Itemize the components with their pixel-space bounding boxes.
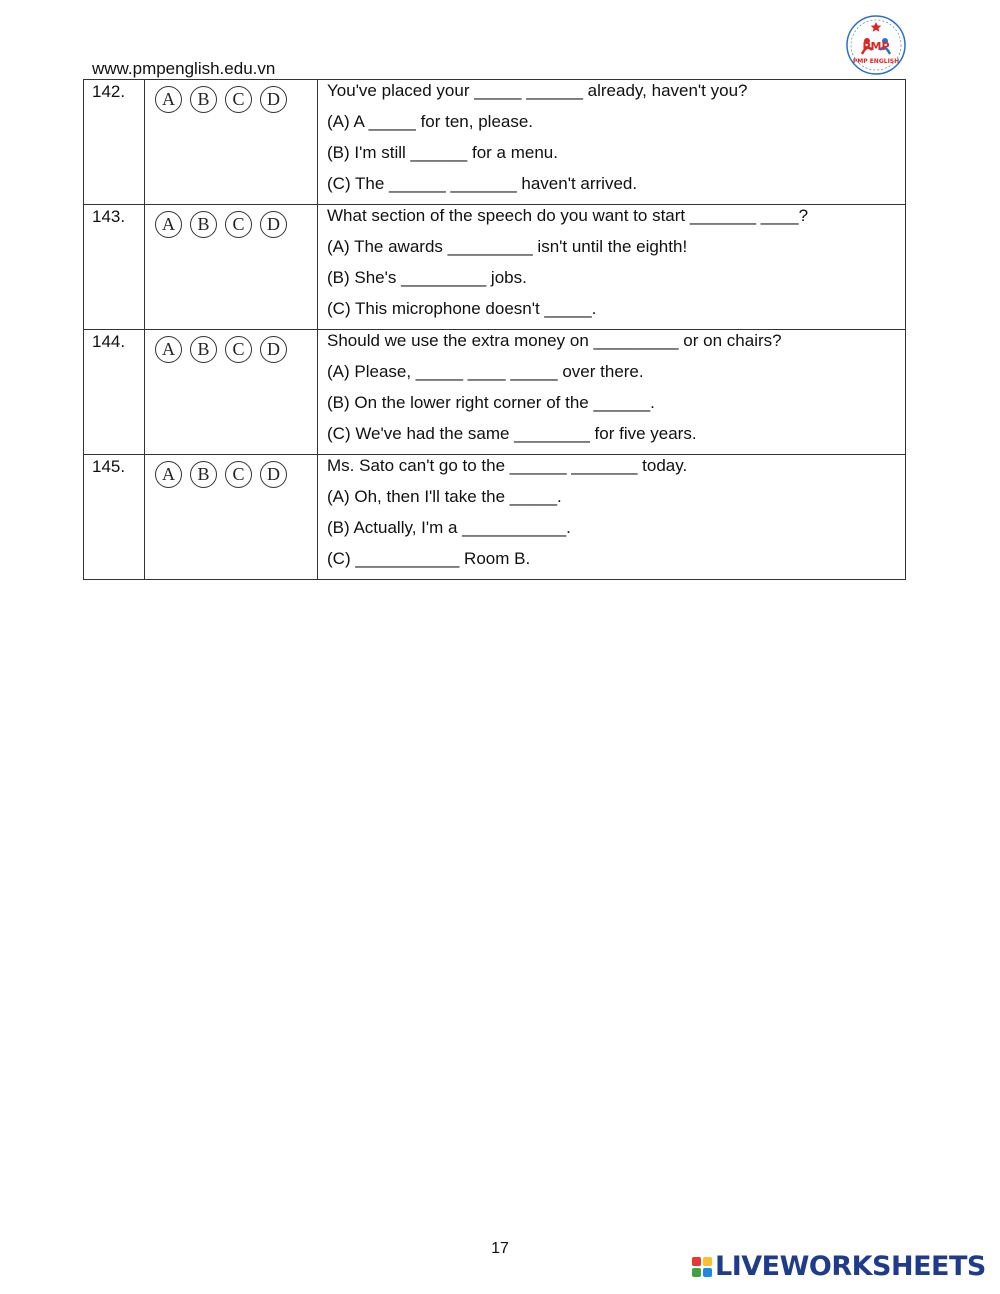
answer-bubble-b[interactable]: B [190,336,217,363]
answer-bubble-d[interactable]: D [260,336,287,363]
answer-bubble-c[interactable]: C [225,211,252,238]
answer-bubbles [145,455,318,580]
logo-square [692,1257,701,1266]
answer-option: (A) A _____ for ten, please. [327,112,534,131]
question-prompt: Ms. Sato can't go to the ______ _______ today. [327,456,688,475]
answer-bubble-a[interactable]: A [155,86,182,113]
answer-option: (B) On the lower right corner of the ______. [327,393,655,412]
question-text-cell [318,455,906,580]
answer-bubble-c[interactable]: C [225,336,252,363]
answer-option: (C) We've had the same ________ for five years. [327,424,697,443]
liveworksheets-wordmark: LIVEWORKSHEETS [715,1251,986,1282]
answer-bubble-b[interactable]: B [190,86,217,113]
answer-option: (C) The ______ _______ haven't arrived. [327,174,638,193]
answer-option: (A) Oh, then I'll take the _____. [327,487,562,506]
question-row [84,455,906,580]
question-text-cell [318,80,906,205]
question-prompt: You've placed your _____ ______ already, haven't you? [327,81,748,100]
answer-bubbles [145,330,318,455]
answer-bubbles [145,205,318,330]
question-number: 144. [84,330,145,455]
question-text-cell [318,330,906,455]
question-prompt: Should we use the extra money on _________ or on chairs? [327,331,782,350]
question-text-cell [318,205,906,330]
logo-text: PMP [862,40,890,53]
answer-option: (B) Actually, I'm a ___________. [327,518,571,537]
answer-bubble-d[interactable]: D [260,461,287,488]
answer-bubble-c[interactable]: C [225,86,252,113]
answer-bubble-b[interactable]: B [190,211,217,238]
answer-bubble-d[interactable]: D [260,86,287,113]
question-row [84,80,906,205]
logo-square [692,1268,701,1277]
answer-bubble-b[interactable]: B [190,461,217,488]
answer-option: (C) ___________ Room B. [327,549,531,568]
pmp-logo [845,14,907,76]
question-prompt: What section of the speech do you want to start _______ ____? [327,206,809,225]
page-number: 17 [491,1240,509,1257]
question-row [84,205,906,330]
question-number: 143. [84,205,145,330]
answer-bubble-d[interactable]: D [260,211,287,238]
question-row [84,330,906,455]
answer-option: (B) She's _________ jobs. [327,268,527,287]
logo-caption: PMP ENGLISH [852,58,900,65]
question-table [83,79,906,580]
answer-bubble-c[interactable]: C [225,461,252,488]
logo-square [703,1257,712,1266]
liveworksheets-logo-icon [692,1257,712,1277]
answer-bubbles [145,80,318,205]
answer-bubble-a[interactable]: A [155,461,182,488]
answer-option: (B) I'm still ______ for a menu. [327,143,558,162]
site-url[interactable]: www.pmpenglish.edu.vn [92,59,276,78]
question-number: 142. [84,80,145,205]
answer-bubble-a[interactable]: A [155,211,182,238]
answer-option: (C) This microphone doesn't _____. [327,299,597,318]
answer-bubble-a[interactable]: A [155,336,182,363]
logo-square [703,1268,712,1277]
answer-option: (A) Please, _____ ____ _____ over there. [327,362,644,381]
answer-option: (A) The awards _________ isn't until the eighth! [327,237,688,256]
question-number: 145. [84,455,145,580]
liveworksheets-brand[interactable] [692,1253,986,1280]
